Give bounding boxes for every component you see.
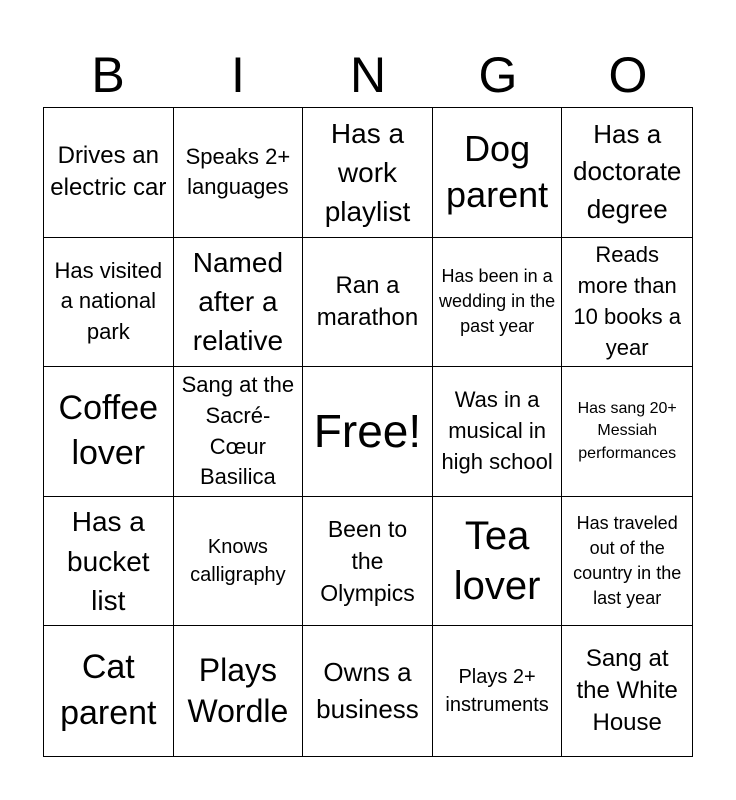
cell-text: Was in a musical in high school — [441, 387, 553, 474]
cell-text: Has visited a national park — [54, 257, 163, 345]
bingo-cell[interactable] — [174, 238, 304, 368]
bingo-cell[interactable] — [562, 626, 692, 756]
bingo-header — [43, 44, 693, 106]
header-letter-i: I — [231, 47, 245, 103]
bingo-cell[interactable] — [433, 497, 563, 627]
free-space[interactable] — [303, 367, 433, 497]
bingo-cell[interactable] — [433, 108, 563, 238]
cell-text: Owns a business — [316, 656, 419, 725]
bingo-cell[interactable] — [174, 108, 304, 238]
bingo-cell[interactable] — [433, 626, 563, 756]
bingo-board — [43, 107, 693, 757]
cell-text: Free! — [313, 404, 422, 457]
bingo-cell[interactable] — [44, 108, 174, 238]
cell-text: Dog parent — [446, 127, 549, 216]
bingo-cell[interactable] — [562, 238, 692, 368]
bingo-cell[interactable] — [562, 367, 692, 497]
cell-text: Has a bucket list — [67, 506, 150, 616]
cell-text: Coffee lover — [58, 388, 159, 473]
bingo-cell[interactable] — [174, 626, 304, 756]
bingo-cell[interactable] — [44, 497, 174, 627]
cell-text: Has been in a wedding in the past year — [439, 266, 556, 337]
bingo-cell[interactable] — [174, 497, 304, 627]
header-letter-o: O — [608, 47, 648, 103]
cell-text: Has a work playlist — [324, 117, 411, 227]
header-letter-b: B — [91, 47, 125, 103]
cell-text: Drives an electric car — [50, 141, 167, 202]
cell-text: Has traveled out of the country in the last year — [573, 512, 682, 609]
bingo-cell[interactable] — [44, 626, 174, 756]
cell-text: Plays Wordle — [187, 651, 289, 730]
cell-text: Sang at the White House — [576, 644, 678, 737]
cell-text: Speaks 2+ languages — [185, 143, 291, 200]
cell-text: Plays 2+ instruments — [445, 666, 549, 717]
bingo-cell[interactable] — [303, 108, 433, 238]
bingo-cell[interactable] — [303, 497, 433, 627]
bingo-cell[interactable] — [44, 238, 174, 368]
bingo-cell[interactable] — [303, 626, 433, 756]
bingo-cell[interactable] — [433, 367, 563, 497]
cell-text: Has a doctorate degree — [572, 118, 682, 225]
cell-text: Cat parent — [60, 648, 157, 733]
cell-text: Has sang 20+ Messiah performances — [577, 399, 677, 462]
bingo-cell[interactable] — [174, 367, 304, 497]
cell-text: Sang at the Sacré-Cœur Basilica — [181, 371, 295, 490]
bingo-cell[interactable] — [433, 238, 563, 368]
bingo-cell[interactable] — [562, 497, 692, 627]
cell-text: Been to the Olympics — [320, 515, 415, 607]
bingo-cell[interactable] — [303, 238, 433, 368]
cell-text: Tea lover — [453, 514, 541, 609]
header-letter-n: N — [349, 47, 387, 103]
header-letter-g: G — [478, 47, 518, 103]
cell-text: Reads more than 10 books a year — [573, 242, 682, 360]
cell-text: Named after a relative — [192, 247, 284, 357]
cell-text: Knows calligraphy — [190, 536, 286, 587]
bingo-cell[interactable] — [44, 367, 174, 497]
bingo-cell[interactable] — [562, 108, 692, 238]
cell-text: Ran a marathon — [316, 271, 419, 331]
